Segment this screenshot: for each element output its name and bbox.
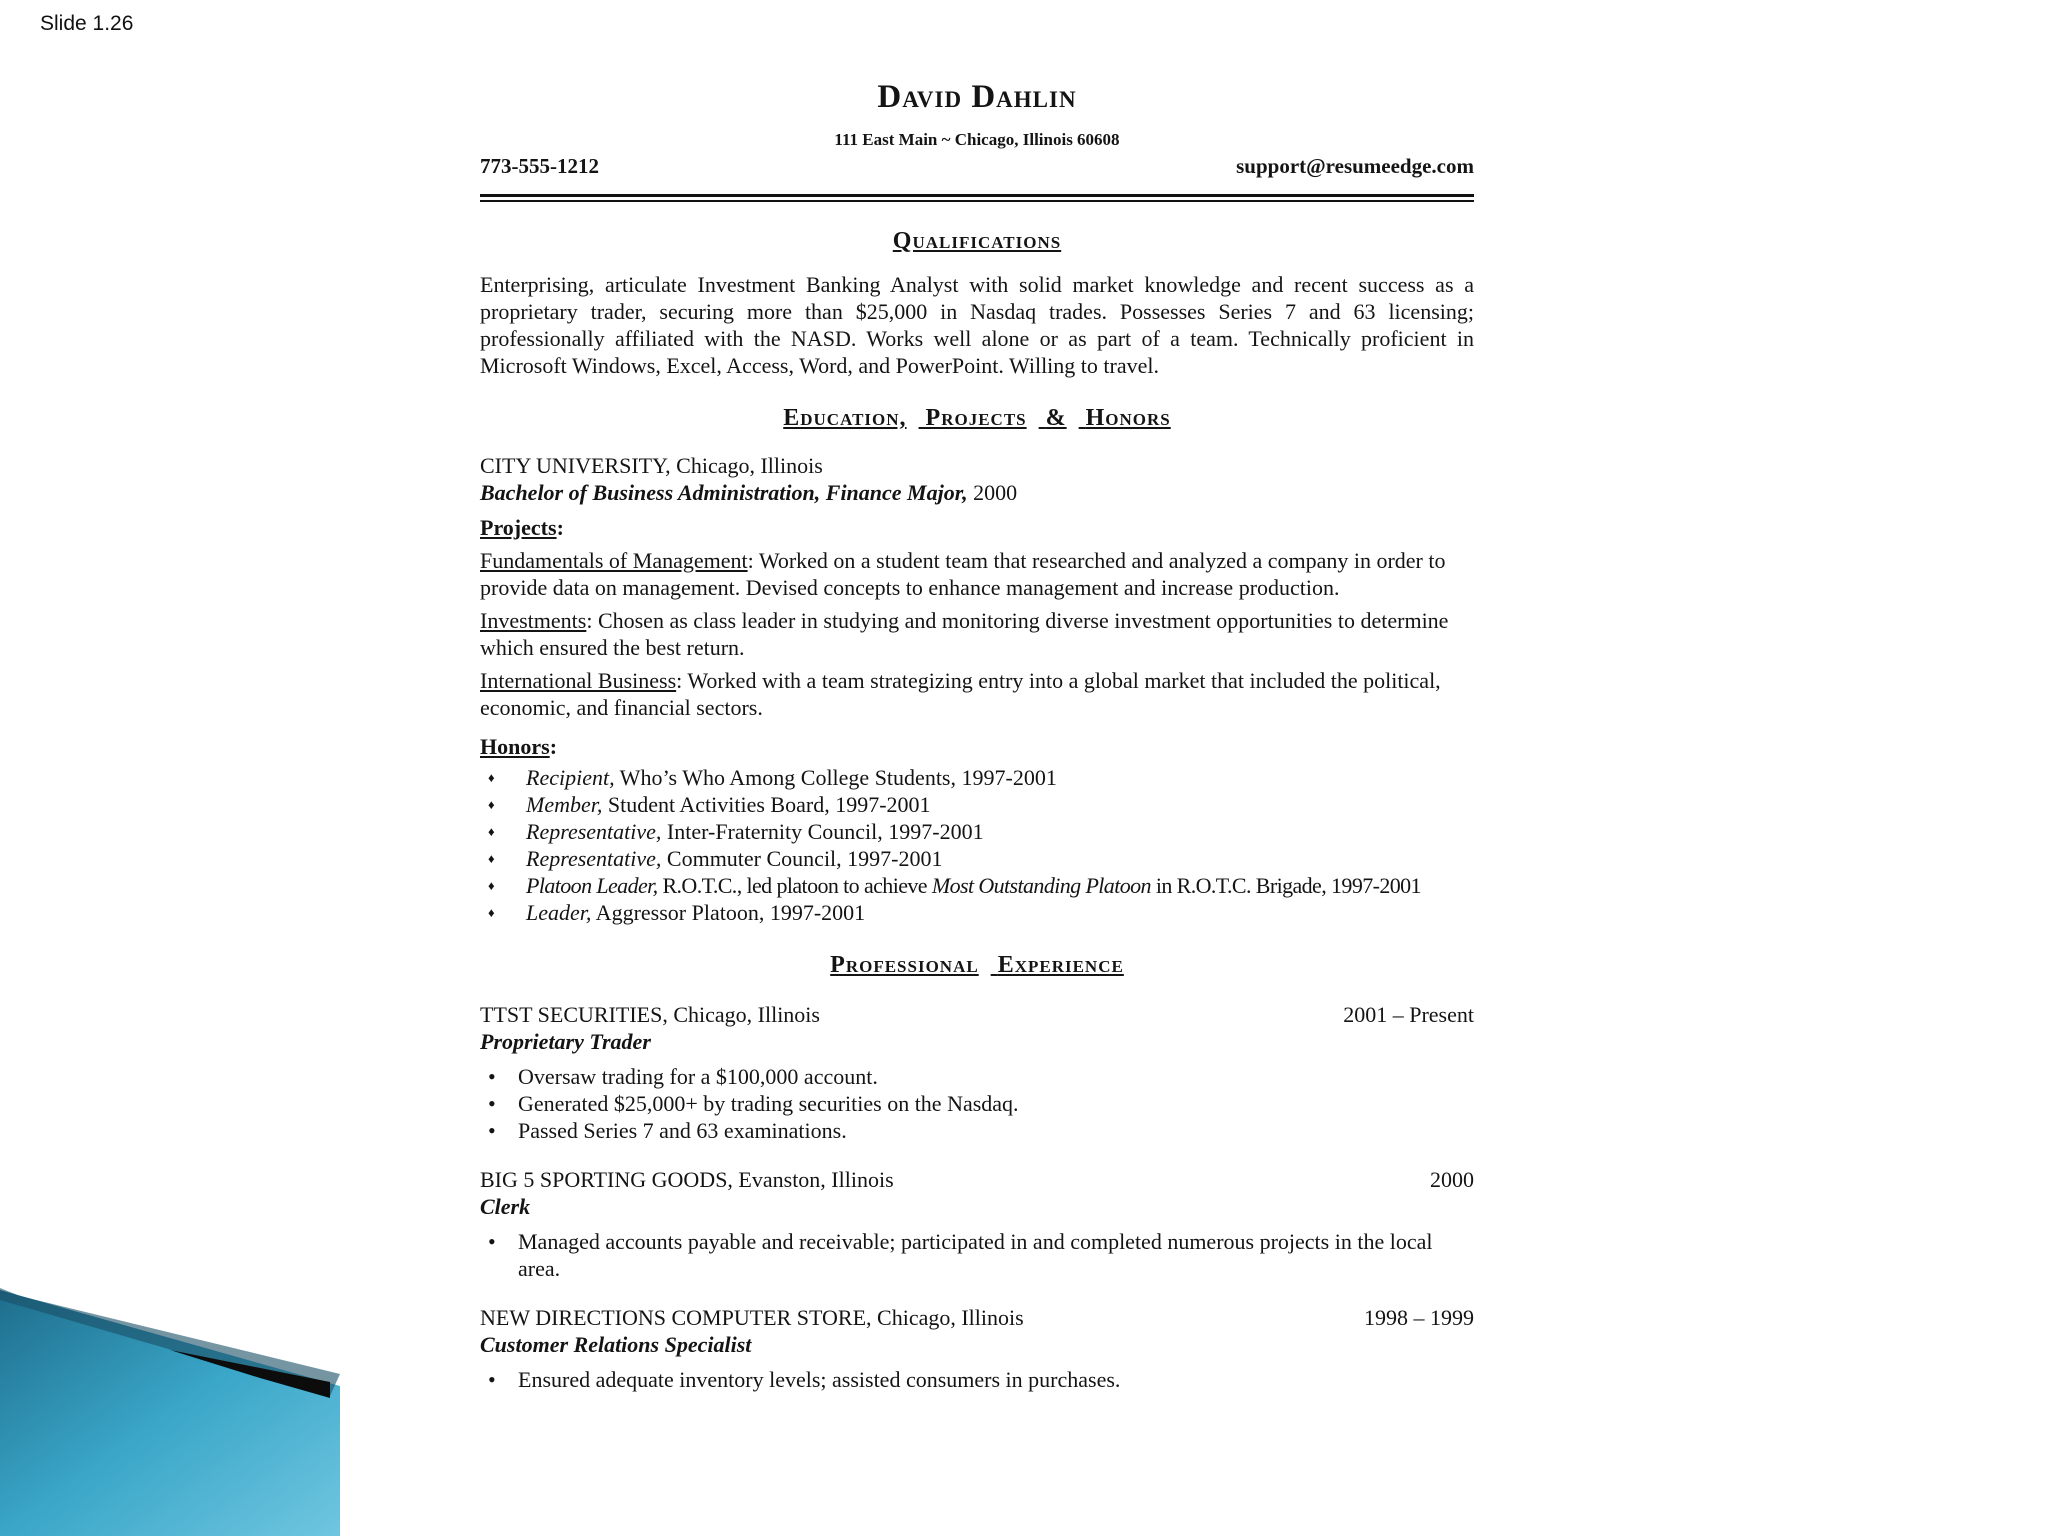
projects-subheading: Projects: [480,515,564,540]
honors-heading-part: Honors [1085,405,1171,431]
project-desc: : Worked on a student team that researched and analyzed a company in order to provide data on management. Devised concepts to enhance management and increase production. [480,548,1446,600]
honors-subheading: Honors: [480,734,558,759]
education-heading [480,405,1474,432]
honor-item: ♦ Representative, Inter-Fraternity Council, 1997-2001 [480,818,1474,845]
project-desc: : Chosen as class leader in studying and monitoring diverse investment opportunities to determine which ensured the best return. [480,608,1449,660]
honor-item: ♦ Recipient, Who’s Who Among College Students, 1997-2001 [480,764,1474,791]
last-name: Dahlin [971,79,1077,115]
job-dates: 2001 – Present [1343,1002,1474,1027]
phone-number: 773-555-1212 [480,154,599,178]
job-company: NEW DIRECTIONS COMPUTER STORE, Chicago, Illinois [480,1305,1024,1330]
projects-heading-part: Projects [925,405,1027,431]
experience-heading-part2: Experience [997,952,1124,978]
email-address: support@resumeedge.com [1236,154,1474,178]
job-entry [480,1166,1474,1282]
degree-line [480,479,1474,506]
project-name: International Business [480,668,677,693]
job-bullet: • Passed Series 7 and 63 examinations. [480,1117,1474,1144]
job-bullets [480,1366,1474,1393]
job-bullet: • Oversaw trading for a $100,000 account. [480,1063,1474,1090]
experience-heading-part1: Professional [830,952,979,978]
project-item [480,667,1474,721]
education-entry [480,452,1474,506]
project-name: Fundamentals of Management [480,548,748,573]
job-company: TTST SECURITIES, Chicago, Illinois [480,1002,820,1027]
header-divider-thin [480,200,1474,202]
job-company: BIG 5 SPORTING GOODS, Evanston, Illinois [480,1167,894,1192]
slide-number-label: Slide 1.26 [40,12,134,35]
school-name: CITY UNIVERSITY, Chicago, Illinois [480,453,823,478]
project-item [480,607,1474,661]
resume-document [480,78,1474,1393]
job-entry [480,1001,1474,1144]
job-bullets [480,1228,1474,1282]
job-bullet: • Managed accounts payable and receivable; participated in and completed numerous projects in the local area. [480,1228,1474,1282]
job-dates: 1998 – 1999 [1364,1305,1474,1330]
job-title: Proprietary Trader [480,1029,651,1054]
honor-item: ♦ Platoon Leader, R.O.T.C., led platoon to achieve Most Outstanding Platoon in R.O.T.C. Brigade, 1997-2001 [480,872,1474,899]
degree-year: 2000 [967,480,1018,505]
project-name: Investments [480,608,587,633]
first-name: David [877,79,963,115]
honor-item: ♦ Leader, Aggressor Platoon, 1997-2001 [480,899,1474,926]
project-desc: : Worked with a team strategizing entry into a global market that included the political, economic, and financial sectors. [480,668,1441,720]
resume-name [480,79,1474,115]
job-bullets [480,1063,1474,1144]
job-bullet: • Ensured adequate inventory levels; assisted consumers in purchases. [480,1366,1474,1393]
job-title: Customer Relations Specialist [480,1332,752,1357]
project-item [480,547,1474,601]
job-entry [480,1304,1474,1393]
job-title: Clerk [480,1194,531,1219]
contact-row [480,153,1474,180]
resume-address: 111 East Main ~ Chicago, Illinois 60608 [834,130,1120,149]
degree-title: Bachelor of Business Administration, Finance Major, [480,480,968,505]
job-dates: 2000 [1430,1167,1474,1192]
ampersand: & [1045,405,1067,431]
slide-corner-decoration [0,1270,340,1536]
job-bullet: • Generated $25,000+ by trading securities on the Nasdaq. [480,1090,1474,1117]
education-heading-part: Education, [783,405,907,431]
honor-item: ♦ Member, Student Activities Board, 1997-2001 [480,791,1474,818]
header-divider-thick [480,194,1474,197]
experience-heading [480,952,1474,979]
qualifications-text: Enterprising, articulate Investment Banking Analyst with solid market knowledge and recent success as a proprietary trader, securing more than $25,000 in Nasdaq trades. Possesses Series 7 and 63 licensing; professionally affiliated with the NASD. Works well alone or as part of a team. Technically proficient in Microsoft Windows, Excel, Access, Word, and PowerPoint. Willing to travel. [480,272,1474,378]
honor-item: ♦ Representative, Commuter Council, 1997-2001 [480,845,1474,872]
qualifications-heading: Qualifications [892,228,1062,254]
honors-list [480,764,1474,926]
